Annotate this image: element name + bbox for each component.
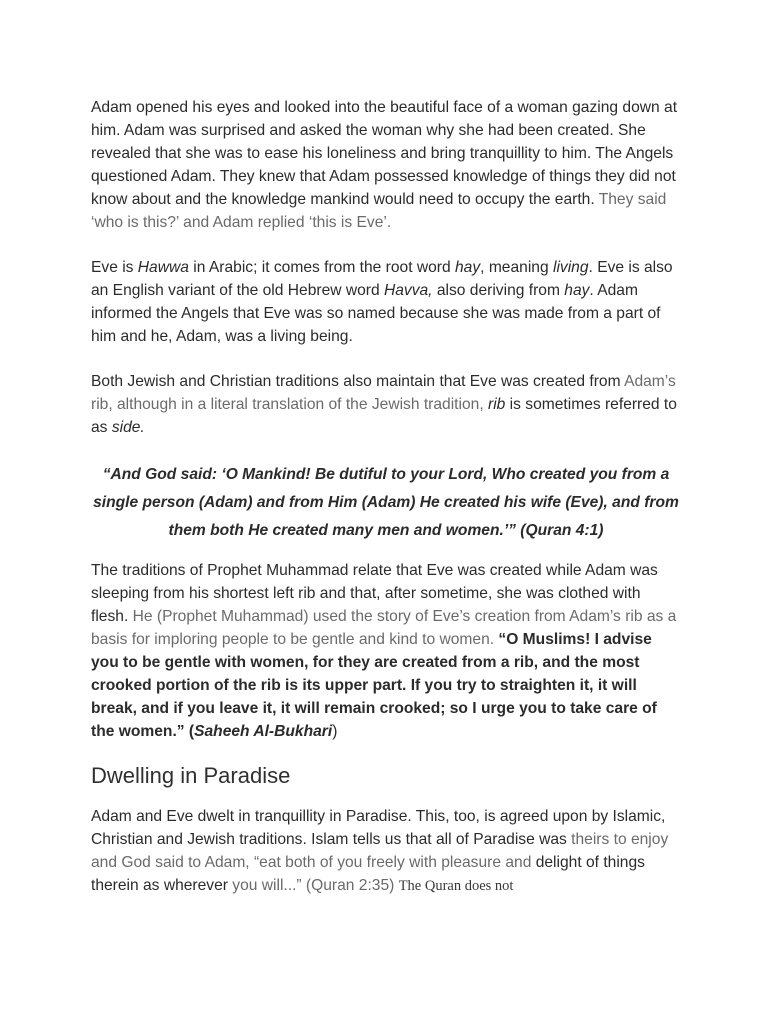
section-heading: Dwelling in Paradise xyxy=(91,763,291,788)
quran-quote: “And God said: ‘O Mankind! Be dutiful to your Lord, Who created you from a single person (Adam) and from Him (Adam) He created his wife (Eve), and from them both He created many men and women.’” (Quran 4:1) xyxy=(93,466,679,539)
paragraph-text: in Arabic; it comes from the root word xyxy=(188,259,455,276)
paragraph-text: Adam opened his eyes and looked into the beautiful face of a woman gazing down at him. Adam was surprised and asked the woman why she had been created. She revealed that she was to ease his loneliness and bring tranquillity to him. The Angels questioned Adam. They knew that Adam possessed knowledge of things they did not know about and the knowledge mankind would need to occupy the earth. xyxy=(91,99,678,208)
paragraph-paradise xyxy=(91,805,681,898)
paragraph-traditions xyxy=(91,370,681,439)
paragraph-prophet-tradition xyxy=(91,559,681,743)
paragraph-text: Adam and Eve dwelt in tranquillity in Paradise. This, too, is agreed upon by Islamic, Christian and Jewish traditions. Islam tells us that all of Paradise was xyxy=(91,808,666,848)
paragraph-text: Both Jewish and Christian traditions also maintain that Eve was created from xyxy=(91,373,625,390)
paragraph-text-light: theirs to enjoy and God said to Adam, “eat both of you freely with pleasure and xyxy=(91,831,669,871)
paragraph-text-light: you will...” (Quran 2:35) xyxy=(232,877,399,894)
hadith-source: Saheeh Al-Bukhari xyxy=(194,723,333,740)
paragraph-text: , meaning xyxy=(480,259,553,276)
paragraph-text-light: He (Prophet Muhammad) used the story of Eve’s creation from Adam’s rib as a basis for imploring people to be gentle and kind to women. xyxy=(91,608,677,648)
paragraph-text: delight of things therein as wherever xyxy=(91,854,645,894)
italic-term: hay xyxy=(455,259,481,276)
paragraph-eve-name xyxy=(91,256,681,348)
paragraph-text-light: They said ‘who is this?’ and Adam replied ‘this is Eve’. xyxy=(91,191,667,231)
paragraph-text: is sometimes referred to as xyxy=(91,396,677,436)
paragraph-adam-eyes xyxy=(91,96,681,234)
document-page xyxy=(91,96,681,898)
paragraph-text: . Adam informed the Angels that Eve was so named because she was made from a part of him and he, Adam, was a living being. xyxy=(91,282,661,345)
italic-term: side. xyxy=(111,419,145,436)
italic-term: living xyxy=(552,259,589,276)
italic-term: hay xyxy=(564,282,590,299)
paragraph-text: Eve is xyxy=(91,259,138,276)
paragraph-text-light: Adam’s rib, although in a literal translation of the Jewish tradition, xyxy=(91,373,676,413)
italic-term: Hawwa xyxy=(137,259,189,276)
paragraph-text-serif: The Quran does not xyxy=(398,878,514,894)
hadith-close: ) xyxy=(332,723,338,740)
hadith-quote: “O Muslims! I advise you to be gentle with women, for they are created from a rib, and the most crooked portion of the rib is its upper part. If you try to straighten it, it will break, and if you leave it, it will remain crooked; so I urge you to take care of the women.” ( xyxy=(91,631,657,740)
paragraph-text: . Eve is also an English variant of the old Hebrew word xyxy=(91,259,673,299)
paragraph-text: also deriving from xyxy=(432,282,565,299)
paragraph-text: The traditions of Prophet Muhammad relate that Eve was created while Adam was sleeping from his shortest left rib and that, after sometime, she was clothed with flesh. xyxy=(91,562,658,625)
italic-term: Havva, xyxy=(383,282,433,299)
italic-term: rib xyxy=(488,396,506,413)
